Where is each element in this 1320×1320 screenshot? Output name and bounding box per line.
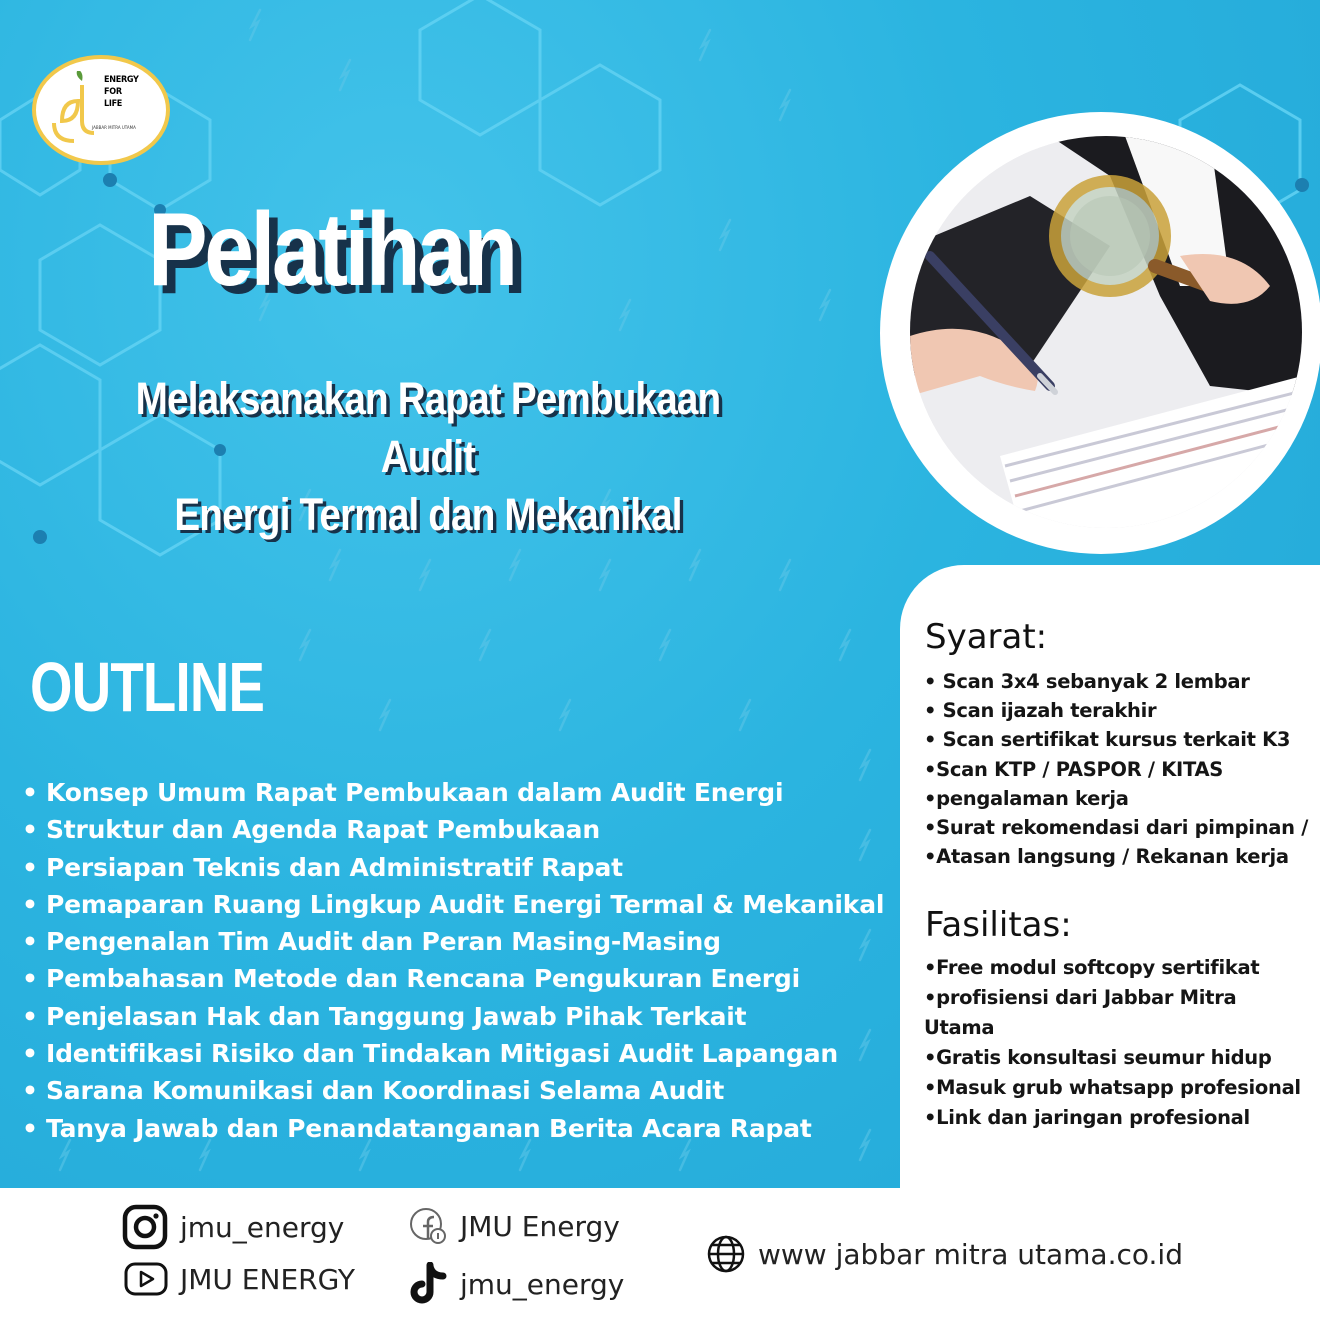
globe-icon — [706, 1234, 746, 1274]
website-link[interactable] — [706, 1234, 1183, 1274]
outline-list — [22, 774, 884, 1147]
logo-text-energy: ENERGY — [104, 75, 139, 85]
page-title: Pelatihan — [148, 192, 515, 308]
outline-item: • Pemaparan Ruang Lingkup Audit Energi Termal & Mekanikal — [22, 886, 884, 923]
outline-item: • Konsep Umum Rapat Pembukaan dalam Audit Energi — [22, 774, 884, 811]
instagram-icon — [122, 1204, 168, 1250]
website-url: www jabbar mitra utama.co.id — [758, 1237, 1183, 1271]
facility-item: •Free modul softcopy sertifikat — [924, 956, 1260, 979]
outline-item: • Tanya Jawab dan Penandatanganan Berita Acara Rapat — [22, 1110, 884, 1147]
tiktok-icon — [410, 1262, 448, 1306]
footer — [0, 1188, 1320, 1320]
audit-photo — [910, 136, 1302, 528]
facilities-list — [924, 953, 1304, 1133]
outline-item: • Persiapan Teknis dan Administratif Rapat — [22, 849, 884, 886]
logo-tagline: JABBAR MITRA UTAMA — [92, 125, 136, 130]
magnifier-audit-illustration — [910, 136, 1302, 528]
youtube-channel: JMU ENERGY — [180, 1262, 355, 1296]
facilities-heading: Fasilitas: — [925, 905, 1072, 945]
requirements-panel — [900, 565, 1320, 1188]
facility-item: •Masuk grub whatsapp profesional — [924, 1076, 1301, 1099]
plant-logo-icon — [52, 71, 102, 151]
facebook-icon — [408, 1206, 448, 1246]
facility-item: •Link dan jaringan profesional — [924, 1106, 1250, 1129]
requirement-item: •pengalaman kerja — [924, 786, 1129, 810]
outline-heading: OUTLINE — [30, 648, 265, 726]
outline-item: • Sarana Komunikasi dan Koordinasi Selama Audit — [22, 1072, 884, 1109]
requirement-item: • Scan 3x4 sebanyak 2 lembar — [924, 670, 1250, 693]
facebook-link[interactable] — [408, 1206, 620, 1246]
tiktok-handle: jmu_energy — [460, 1267, 625, 1301]
facebook-name: JMU Energy — [460, 1209, 620, 1243]
outline-item: • Pengenalan Tim Audit dan Peran Masing-Masing — [22, 923, 884, 960]
requirement-item: •Surat rekomendasi dari pimpinan / — [924, 816, 1309, 840]
requirement-item: • Scan ijazah terakhir — [924, 699, 1157, 723]
instagram-handle: jmu_energy — [180, 1210, 345, 1244]
subtitle-line-2: Energi Termal dan Mekanikal — [174, 489, 682, 540]
subtitle-line-1: Melaksanakan Rapat Pembukaan Audit — [135, 373, 721, 482]
requirement-item: •Scan KTP / PASPOR / KITAS — [924, 757, 1224, 781]
facility-item: •profisiensi dari Jabbar Mitra Utama — [924, 986, 1237, 1039]
instagram-link[interactable] — [122, 1204, 344, 1250]
requirements-heading: Syarat: — [925, 617, 1048, 657]
outline-item: • Identifikasi Risiko dan Tindakan Mitigasi Audit Lapangan — [22, 1035, 884, 1072]
tiktok-link[interactable] — [410, 1262, 624, 1306]
outline-item: • Penjelasan Hak dan Tanggung Jawab Pihak Terkait — [22, 998, 884, 1035]
youtube-icon — [124, 1262, 168, 1296]
training-subtitle — [110, 370, 746, 544]
requirement-item: •Atasan langsung / Rekanan kerja — [924, 845, 1289, 869]
logo-text-life: LIFE — [104, 99, 123, 109]
youtube-link[interactable] — [124, 1262, 355, 1296]
requirements-list — [924, 667, 1308, 871]
requirement-item: • Scan sertifikat kursus terkait K3 — [924, 728, 1291, 752]
outline-item: • Struktur dan Agenda Rapat Pembukaan — [22, 811, 884, 848]
company-logo — [32, 55, 170, 165]
outline-item: • Pembahasan Metode dan Rencana Pengukuran Energi — [22, 960, 884, 997]
facility-item: •Gratis konsultasi seumur hidup — [924, 1046, 1272, 1069]
logo-text-for: FOR — [104, 87, 122, 97]
